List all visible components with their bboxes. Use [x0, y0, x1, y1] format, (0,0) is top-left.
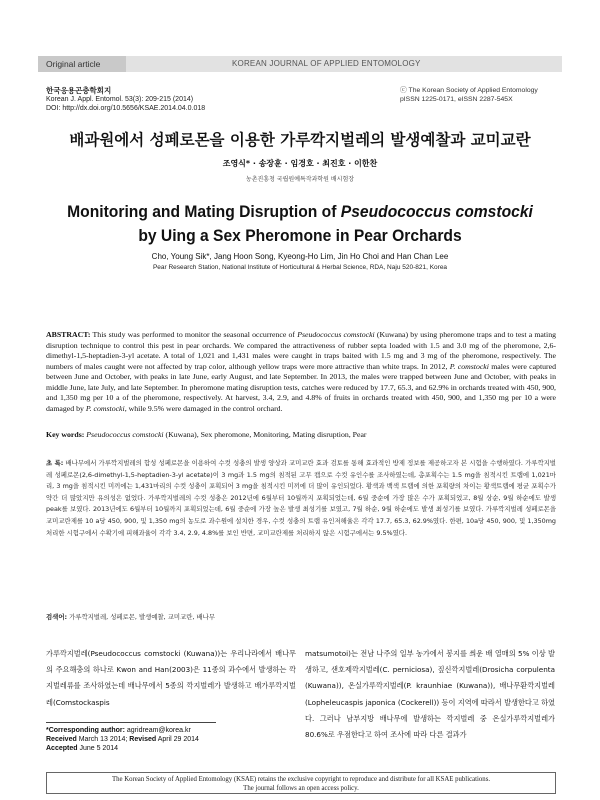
revised-label: Revised [127, 736, 157, 743]
keywords-text: (Kuwana), Sex pheromone, Monitoring, Mating disruption, Pear [163, 430, 367, 439]
korean-keywords [46, 612, 556, 622]
corr-author-email[interactable]: agridream@korea.kr [124, 727, 191, 734]
corr-author-label: *Corresponding author: [46, 727, 125, 734]
citation-line: Korean J. Appl. Entomol. 53(3): 209-215 (2014) [46, 96, 194, 103]
abstract-species-1: Pseudococcus comstocki [297, 330, 375, 339]
keywords-label: Key words: [46, 430, 85, 439]
korean-affiliation: 농촌진흥청 국립원예특작과학원 배시험장 [245, 176, 355, 183]
footer-line-2: The journal follows an open access policy. [243, 785, 359, 792]
abstract-species-3: P. comstocki [85, 403, 125, 413]
accepted-date: June 5 2014 [77, 745, 118, 752]
doi-line[interactable]: DOI: http://dx.doi.org/10.5656/KSAE.2014.04.0.018 [46, 105, 206, 112]
page-header [0, 0, 600, 82]
copyright-block [400, 86, 538, 104]
english-title [61, 200, 539, 248]
english-abstract [46, 330, 556, 414]
correspondence-divider [46, 722, 216, 723]
title-species: Pseudococcus comstocki [340, 202, 533, 221]
abstract-text-1: This study was performed to monitor the seasonal occurrence of [90, 330, 298, 339]
issn-line: pISSN 1225-0171, eISSN 2287-545X [400, 96, 513, 103]
ko-keywords-label: 검색어: [46, 613, 68, 621]
abstract-text-4: , while 9.5% were damaged in the control orchard. [124, 403, 283, 413]
body-column-left: 가루깍지벌레(Pseudococcus comstocki (Kuwana))는 우리나라에서 배나무의 주요해충의 하나로 Kwon and Han(2003)은 11종의 과수에서 발생하는 깍지벌레류를 조사하였는데 배나무에서 5종의 깍지벌레가 발생하고 배가루깍지벌레(Comstockaspis [46, 649, 296, 707]
abstract-species-2: P. comstocki [449, 361, 489, 371]
body-column-right: matsumotoi)는 전남 나주의 일부 농가에서 봉지를 씌운 배 열매의 5% 이상 발생하고, 샌호제깍지벌레(C. perniciosa), 짚신깍지벌레(Drosicha corpulenta (Kuwana)), 온실가루깍지벌레(P. kraunhiae (Kuwana)), 배나무환깍지벌레(Lopheleucaspis japonica (Cockerell)) 등이 지역에 따라서 발생한다고 하였다. 그러나 남부지방 배나무에 발생하는 깍지벌레 중 온실가루깍지벌레가 80.6%로 우점한다고 하여 조사에 따라 다른 결과가 [305, 649, 555, 740]
english-keywords [46, 430, 556, 440]
correspondence-block [46, 726, 296, 753]
revised-date: April 29 2014 [156, 736, 199, 743]
korean-abstract [46, 458, 556, 539]
ko-abstract-label: 초 록: [46, 459, 64, 467]
received-date: March 13 2014; [76, 736, 128, 743]
accepted-label: Accepted [46, 745, 78, 752]
title-part-1: Monitoring and Mating Disruption of [67, 202, 341, 221]
abstract-text-2: (Kuwana) by using pheromone traps and to test a mating disruption technique to control this pest in pear orchards. We compared the attractiveness of rubber septa loaded with 1.5 and 3.0 mg of the pheromone, 2,6-dimethyl-1,5-heptadien-3-yl acetate. A total of 1,021 and 1,431 males were caught in traps baited with 1.5 mg and 3 mg of the pheromone, respectively. The numbers of males caught were not affected by trap color, although yellow traps were more attractive than white traps. In 2012, [46, 330, 557, 371]
keywords-species: Pseudococcus comstocki [86, 430, 164, 439]
english-authors: Cho, Young Sik*, Jang Hoon Song, Kyeong-Ho Lim, Jin Ho Choi and Han Chan Lee [151, 252, 449, 261]
copyright-line: ⓒ The Korean Society of Applied Entomology [400, 87, 538, 94]
copyright-footer [46, 772, 556, 794]
ko-abstract-text: 배나무에서 가루깍지벌레의 합성 성페로몬을 이용하여 수컷 성충의 발생 양상과 교미교란 효과 검토를 통해 효과적인 방제 정보를 제공하고자 본 시험을 수행하였다. 가루깍지벌레 성페로몬(2,6-dimethyl-1,5-heptadien-3-yl acetate)이 3 mg과 1.5 mg의 침적된 고무 캡으로 수컷 유인수를 조사하였는데, 총포획수는 1.5 mg을 침적시킨 트랩에 1,021마리, 3 mg을 침적시킨 미끼에는 1,431마리의 수컷 성충이 포획되어 3 mg을 침적시킨 미끼에 더 많이 유인되었다. 황색과 백색 트랩에 의한 포획량의 차이는 황색트랩에 평균 포획수가 약간 더 많았지만 유의성은 없었다. 가루깍지벌레의 수컷 성충은 2012년에 6월부터 10월까지 포획되었는데, 6월 중순에 가장 많은 수가 포획되었고, 8월 상순, 9월 하순에도 발생 peak를 보였다. 2013년에도 6월부터 10월까지 포획되었는데, 6월 중순에 가장 높은 발생 최성기를 보였고, 7월 하순, 9월 하순에도 발생 최성기를 보였다. 가루깍지벌레 성페로몬을 교미교란제를 10 a당 450, 900, 및 1,350 mg의 농도로 과수원에 설치한 경우, 수컷 성충의 트랩 유인저해율은 각각 17.7, 65.3, 62.9%였다. 한편, 10a당 450, 900, 및 1,350mg 처리한 시험구에서 수확기에 피해과율이 각각 3.4, 2.9, 4.8%를 보인 반면, 교미교란제를 처리하지 않은 시험구에서는 9.5%였다. [46, 459, 556, 537]
footer-line-1: The Korean Society of Applied Entomology (KSAE) retains the exclusive copyright to reproduce and distribute for all KSAE publications. [111, 776, 491, 783]
received-line [46, 735, 296, 744]
citation-block [46, 86, 205, 113]
title-part-2: by Uing a Sex Pheromone in Pear Orchards [138, 226, 462, 245]
korean-title: 배과원에서 성페로몬을 이용한 가루깍지벌레의 발생예찰과 교미교란 [69, 131, 531, 149]
accepted-line [46, 744, 296, 753]
abstract-label: ABSTRACT: [46, 330, 91, 339]
article-type-label: Original article [38, 56, 126, 72]
journal-korean-name: 한국응용곤충학회지 [46, 86, 112, 95]
corresponding-author-line [46, 726, 296, 735]
korean-authors: 조영식* · 송장훈 · 임경호 · 최진호 · 이한찬 [222, 159, 378, 168]
received-label: Received [46, 736, 77, 743]
journal-name-band: KOREAN JOURNAL OF APPLIED ENTOMOLOGY [232, 59, 421, 68]
english-affiliation: Pear Research Station, National Institute of Horticultural & Herbal Science, RDA, Naju 520-821, Korea [152, 264, 448, 271]
abstract-text-3: males were captured between June and October, with peaks in late June, early August, and late September. In 2013, the males were trapped between June and October, with peaks in middle June, late July, and late September. In pheromone mating disruption tests, catches were reduced by 17.7, 65.3, and 62.9% in orchards treated with 450, 900, and 1,350 mg per 10 a of the pheromone, respectively. At harvest, 3.4, 2.9, and 4.8% of fruits in orchards treated with 450, 900, and 1,350 mg per 10 a were damaged by [46, 361, 556, 413]
ko-keywords-text: 가루깍지벌레, 성페로몬, 발생예찰, 교미교란, 배나무 [67, 613, 215, 621]
